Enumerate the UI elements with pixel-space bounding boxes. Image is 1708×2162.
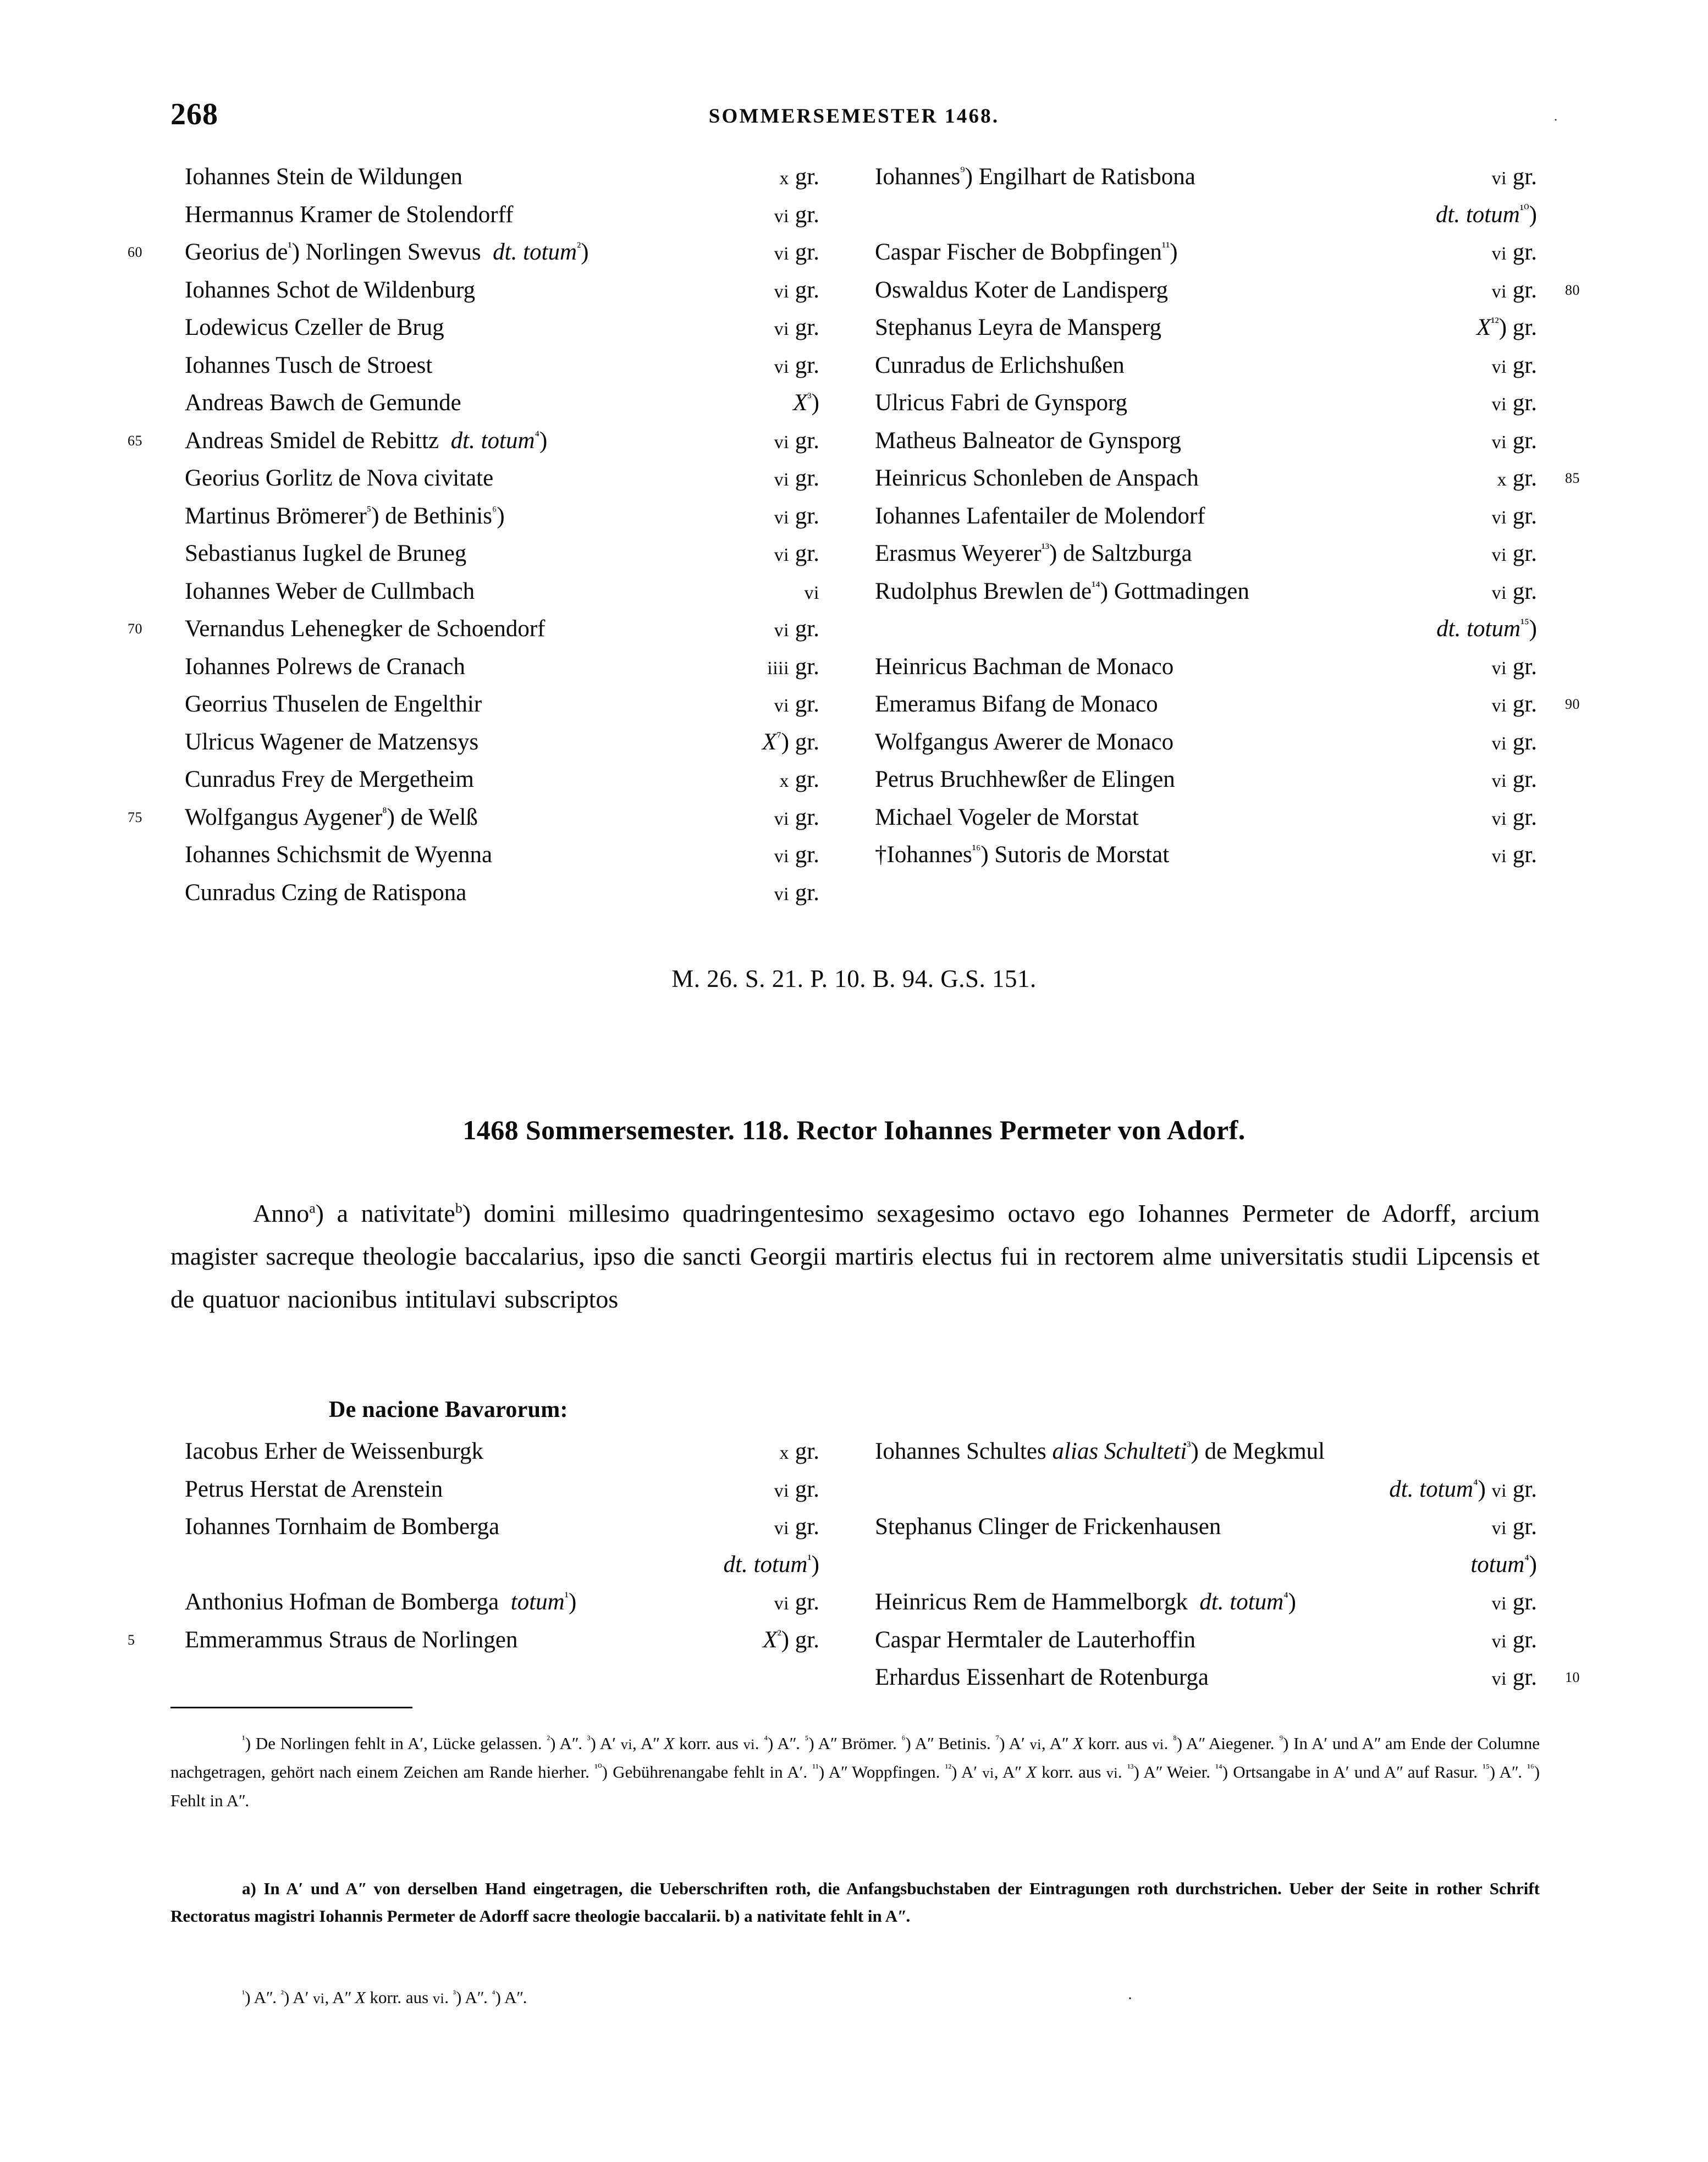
folio-number: 268 [170, 97, 218, 131]
register-entry [855, 1622, 1537, 1659]
register-entry [165, 874, 819, 912]
entry-fee: vi gr. [774, 315, 819, 340]
register-entry [128, 422, 819, 460]
entry-name: Iacobus Erher de Weissenburgk [185, 1438, 484, 1464]
entry-fee: vi gr. [774, 239, 819, 265]
entry-name: Erhardus Eissenhart de Rotenburga [875, 1664, 1209, 1690]
entry-fee: vi gr. [774, 465, 819, 491]
register-2-right-column [855, 1433, 1580, 1697]
register-entry [855, 1584, 1537, 1622]
entry-fee: x gr. [779, 164, 819, 190]
entry-fee: vi gr. [1491, 503, 1537, 529]
entry-continuation: dt. totum$^{^4}$) vi gr. [1389, 1476, 1537, 1502]
entry-name: Heinricus Rem de Hammelborgk dt. totum$^{^4}$) [875, 1589, 1296, 1615]
register-entry [855, 724, 1537, 762]
line-number: 65 [128, 432, 142, 449]
entry-name: Ulricus Wagener de Matzensys [185, 729, 479, 755]
entry-name: Martinus Brömerer$^{^5}$) de Bethinis$^{^6}$) [185, 503, 505, 529]
entry-fee: vi gr. [1491, 352, 1537, 378]
entry-name: Heinricus Schonleben de Anspach [875, 465, 1199, 491]
register-entry [165, 196, 819, 234]
entry-name: Cunradus de Erlichshußen [875, 352, 1125, 378]
entry-fee: vi gr. [1491, 653, 1537, 680]
corner-mark: ˙ [1553, 115, 1558, 134]
register-entry [855, 836, 1537, 874]
register-entry [855, 309, 1537, 347]
register-entry [165, 309, 819, 347]
entry-name: Hermannus Kramer de Stolendorff [185, 201, 514, 228]
entry-name: Georius $de^{^1}$) Norlingen Swevus dt. totum$^{^2}$) [185, 239, 589, 265]
register-entry [165, 1471, 819, 1509]
register-1-summary: M. 26. S. 21. P. 10. B. 94. G.S. 151. [671, 965, 1037, 992]
entry-fee: $X^{^3}$) [793, 390, 819, 416]
entry-name: Wolfgangus Awerer de Monaco [875, 729, 1174, 755]
entry-fee: vi gr. [774, 540, 819, 566]
entry-continuation: dt. totum$^{^{15}}$) [1436, 616, 1537, 642]
register-entry [855, 234, 1537, 272]
register-continuation-line [855, 1546, 1537, 1584]
line-number: 75 [128, 809, 142, 825]
entry-name: Matheus Balneator de Gynsporg [875, 427, 1181, 454]
entry-name: Erasmus Weyerer$^{^{13}}$) de Saltzburga [875, 540, 1192, 566]
entry-name: Georrius Thuselen de Engelthir [185, 691, 482, 717]
register-entry [855, 498, 1537, 536]
entry-fee: vi gr. [774, 842, 819, 868]
entry-name: Iohannes Schot de Wildenburg [185, 277, 476, 303]
running-head [0, 97, 1708, 134]
entry-fee: vi gr. [1491, 239, 1537, 265]
entry-name: Iohannes Tornhaim de Bomberga [185, 1514, 500, 1540]
footnotes-numbered: $^{^1}$) De Norlingen fehlt in Aʹ, Lücke gelassen. $^{^2}$) Aʺ. $^{^3}$) Aʹ vi, Aʺ X korr. aus vi. $^{^4}$) Aʺ. $^{^5}$) Aʺ Brömer. $^{^6}$) Aʺ Betinis. $^{^7}$) Aʹ vi, Aʺ X korr. aus vi. $^{^8}$) Aʺ Aiegener. $^{^9}$) In Aʹ und Aʺ am Ende der Columne nachgetragen, gehört nach einem Zeichen am Rande hierher. $^{^{10}}$) Gebührenangabe fehlt in Aʹ. $^{^{11}}$) Aʺ Woppfingen. $^{^{12}}$) Aʹ vi, Aʺ X korr. aus vi. $^{^{13}}$) Aʺ Weier. $^{^{14}}$) Ortsangabe in Aʹ und Aʺ auf Rasur. $^{^{15}}$) Aʺ. $^{^{16}}$) Fehlt in Aʺ. [170, 1734, 1540, 1810]
footnotes-final: $^{^1}$) Aʺ. $^{^2}$) Aʹ vi, Aʺ X korr. aus vi. $^{^3}$) Aʺ. $^{^4}$) Aʺ. [242, 1988, 527, 2007]
register-1-left-column [128, 158, 819, 912]
entry-fee: vi gr. [1491, 804, 1537, 830]
entry-fee: $X^{^{12}}$) gr. [1476, 315, 1537, 340]
entry-fee: vi gr. [774, 616, 819, 642]
register-continuation-line [855, 1471, 1537, 1509]
entry-name: Sebastianus Iugkel de Bruneg [185, 540, 467, 566]
entry-fee: vi gr. [774, 503, 819, 529]
entry-fee: vi gr. [1491, 691, 1537, 717]
entry-fee: x gr. [1497, 465, 1537, 491]
register-continuation-line [855, 196, 1537, 234]
entry-name: Iohannes Polrews de Cranach [185, 653, 465, 680]
entry-name: Cunradus Czing de Ratispona [185, 879, 467, 906]
line-number: 80 [1565, 282, 1580, 298]
entry-name: Emmerammus Straus de Norlingen [185, 1626, 518, 1653]
register-entry [165, 724, 819, 762]
entry-fee: vi gr. [1491, 1589, 1537, 1615]
entry-name: Iohannes Tusch de Stroest [185, 352, 433, 378]
register-entry [165, 686, 819, 724]
register-entry [165, 498, 819, 536]
entry-fee: $X^{^2}$) gr. [763, 1626, 819, 1653]
register-entry [855, 460, 1580, 498]
register-entry [855, 1659, 1580, 1697]
register-entry [855, 573, 1537, 611]
footnotes-lettered: a) In Aʹ und Aʺ von derselben Hand eingetragen, die Ueberschriften roth, die Anfangsbuchstaben der Eintragungen roth durchstrichen. Ueber der Seite in rother Schrift Rectoratus magistri Iohannis Permeter de Adorff sacre theologie baccalarii. b) a nativitate fehlt in Aʺ. [170, 1879, 1540, 1926]
entry-name: Iohannes$^{^9}$) Engilhart de Ratisbona [875, 164, 1195, 190]
register-entry [128, 610, 819, 648]
line-number: 10 [1565, 1669, 1580, 1685]
entry-continuation: dt. totum$^{^1}$) [723, 1551, 819, 1578]
footnote-rule [170, 1707, 412, 1708]
line-number: 90 [1565, 696, 1580, 712]
register-entry [165, 158, 819, 196]
entry-name: Georius Gorlitz de Nova civitate [185, 465, 494, 491]
entry-name: Cunradus Frey de Mergetheim [185, 766, 474, 792]
register-entry [165, 1433, 819, 1471]
entry-name: Caspar Hermtaler de Lauterhoffin [875, 1626, 1196, 1653]
entry-fee: vi gr. [1491, 164, 1537, 190]
entry-fee: x gr. [779, 766, 819, 792]
entry-name: Ulricus Fabri de Gynsporg [875, 390, 1128, 416]
register-entry [165, 535, 819, 573]
entry-name: Caspar Fischer de Bobpfingen$^{^{11}}$) [875, 239, 1178, 265]
entry-name: Petrus Bruchhewßer de Elingen [875, 766, 1175, 792]
register-continuation-line [165, 1546, 819, 1584]
entry-fee: vi gr. [1491, 1664, 1537, 1690]
register-entry [855, 384, 1537, 422]
register-1-right-column [855, 158, 1580, 874]
register-entry [165, 573, 819, 611]
entry-name: Heinricus Bachman de Monaco [875, 653, 1174, 680]
entry-fee: vi gr. [774, 427, 819, 454]
entry-fee: vi gr. [774, 352, 819, 378]
entry-note: dt. totum$^{^4}$) [450, 427, 548, 454]
entry-fee: vi gr. [1491, 540, 1537, 566]
register-entry [855, 1508, 1537, 1546]
register-entry [128, 1622, 819, 1659]
entry-name: Stephanus Clinger de Frickenhausen [875, 1514, 1221, 1540]
entry-fee: vi gr. [1491, 842, 1537, 868]
entry-name: Andreas Smidel de Rebittz dt. totum$^{^4}$) [185, 427, 548, 454]
register-entry [855, 158, 1537, 196]
entry-name: Stephanus Leyra de Mansperg [875, 315, 1162, 340]
register-continuation-line [855, 610, 1537, 648]
entry-name: Michael Vogeler de Morstat [875, 804, 1139, 830]
entry-name: Iohannes Stein de Wildungen [185, 164, 463, 190]
register-entry [165, 460, 819, 498]
register-entry [855, 648, 1537, 686]
register-entry [165, 272, 819, 310]
register-entry [855, 272, 1580, 310]
entry-fee: vi gr. [1491, 1626, 1537, 1653]
register-entry [165, 1508, 819, 1546]
register-entry [165, 1584, 819, 1622]
register-entry [165, 384, 819, 422]
entry-fee: vi gr. [774, 277, 819, 303]
entry-fee: vi gr. [1491, 578, 1537, 604]
entry-fee: $X^{^7}$) gr. [762, 729, 819, 755]
entry-name: †Iohannes$^{^{16}}$) Sutoris de Morstat [875, 842, 1170, 868]
register-entry [165, 761, 819, 799]
stray-dot-mark: · [1127, 1989, 1133, 2007]
register-entry [165, 648, 819, 686]
register-entry [855, 347, 1537, 385]
entry-name: Iohannes Lafentailer de Molendorf [875, 503, 1205, 529]
entry-name: Oswaldus Koter de Landisperg [875, 277, 1169, 303]
entry-name: Iohannes Schichsmit de Wyenna [185, 842, 493, 868]
section-heading: 1468 Sommersemester. 118. Rector Iohannes Permeter von Adorf. [462, 1115, 1246, 1145]
entry-note: dt. totum$^{^2}$) [493, 239, 589, 265]
entry-name: Rudolphus Brewlen $de^{^{14}}$) Gottmadingen [875, 578, 1249, 604]
register-entry [855, 799, 1537, 837]
register-entry [165, 347, 819, 385]
entry-name: Lodewicus Czeller de Brug [185, 315, 444, 340]
register-entry [855, 1433, 1537, 1471]
line-number: 5 [128, 1631, 135, 1648]
entry-fee: vi gr. [774, 1589, 819, 1615]
entry-name: Iohannes Schultes alias Schulteti$^{^3}$) de Megkmul [875, 1438, 1325, 1464]
entry-continuation: dt. totum$^{^{10}}$) [1435, 201, 1537, 228]
entry-fee: vi [804, 582, 819, 603]
register-entry [855, 686, 1580, 724]
entry-fee: vi gr. [774, 1514, 819, 1540]
entry-fee: vi gr. [1491, 427, 1537, 454]
entry-fee: vi gr. [774, 201, 819, 228]
entry-fee: vi gr. [1491, 729, 1537, 755]
register-entry [128, 799, 819, 837]
register-entry [855, 422, 1537, 460]
entry-fee: vi gr. [774, 1476, 819, 1502]
register-entry [855, 761, 1537, 799]
entry-name: Emeramus Bifang de Monaco [875, 691, 1158, 717]
line-number: 70 [128, 621, 142, 637]
entry-name: Iohannes Weber de Cullmbach [185, 578, 475, 604]
entry-name: Vernandus Lehenegker de Schoendorf [185, 616, 546, 642]
register-2-left-column [128, 1433, 819, 1659]
entry-name: Andreas Bawch de Gemunde [185, 390, 461, 416]
entry-fee: vi gr. [774, 691, 819, 717]
entry-note: dt. totum$^{^4}$) [1199, 1589, 1296, 1615]
register-entry [128, 234, 819, 272]
entry-name: Wolfgangus Aygener$^{^8}$) de Welß [185, 804, 478, 830]
running-title: SOMMERSEMESTER 1468. [708, 105, 1000, 128]
line-number: 85 [1565, 470, 1580, 486]
entry-fee: vi gr. [1491, 1514, 1537, 1540]
entry-fee: iiii gr. [767, 653, 819, 680]
entry-name: Anthonius Hofman de Bomberga totum$^{^1}$) [185, 1589, 577, 1615]
register-entry [855, 535, 1537, 573]
entry-fee: vi gr. [774, 879, 819, 906]
entry-fee: x gr. [779, 1438, 819, 1464]
entry-name: Petrus Herstat de Arenstein [185, 1476, 443, 1502]
entry-continuation: totum$^{^4}$) [1470, 1551, 1537, 1578]
entry-note: totum$^{^1}$) [510, 1589, 577, 1615]
entry-fee: vi gr. [1491, 390, 1537, 416]
entry-fee: vi gr. [774, 804, 819, 830]
section-paragraph: Anno$^a$) a nativitate$^b$) domini millesimo quadringentesimo sexagesimo octavo ego Iohannes Permeter de Adorff, arcium magister sacreque theologie baccalarius, ipso die sancti Georgii martiris electus fui in rectorem alme universitatis studii Lipcensis et de quatuor nacionibus intitulavi subscriptos [170, 1199, 1540, 1313]
entry-fee: vi gr. [1491, 766, 1537, 792]
line-number: 60 [128, 244, 142, 260]
subheading-de-nacione-bavarorum: De nacione Bavarorum: [329, 1397, 568, 1422]
register-entry [165, 836, 819, 874]
entry-fee: vi gr. [1491, 277, 1537, 303]
